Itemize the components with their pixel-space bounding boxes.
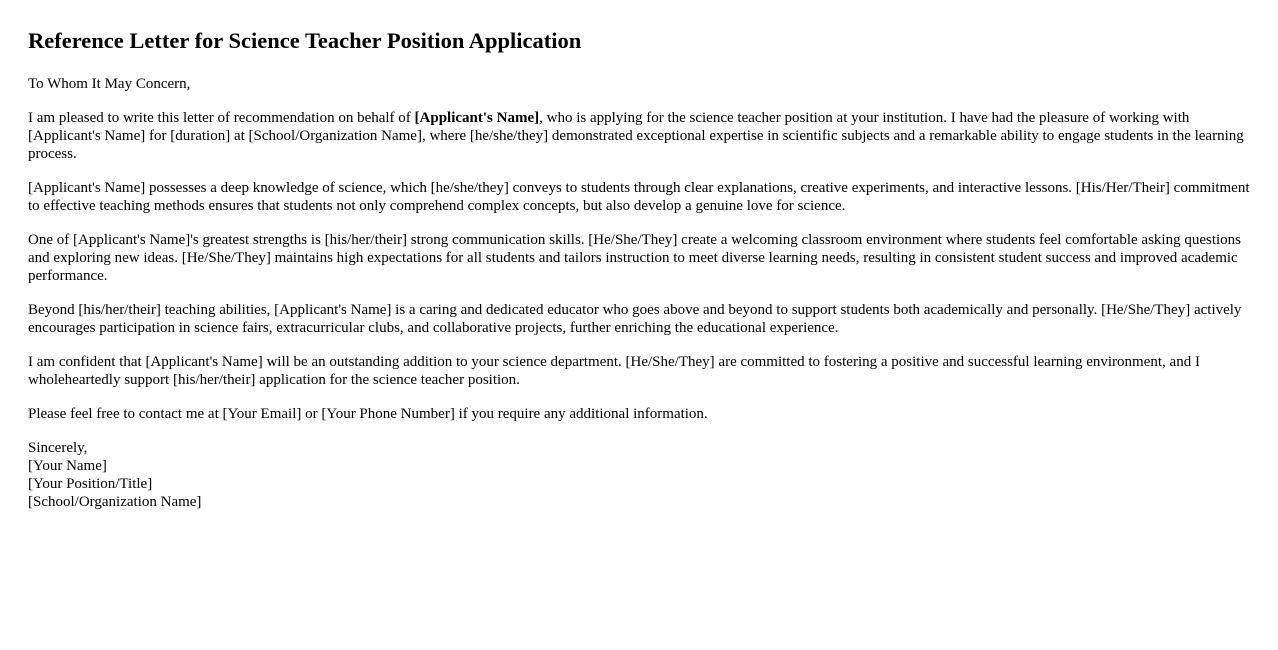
sign-off: Sincerely,	[28, 440, 88, 456]
paragraph-knowledge: [Applicant's Name] possesses a deep knowledge of science, which [he/she/they] conveys to students through clear explanations, creative experiments, and interactive lessons. [His/Her/Their] commitment to effective teaching methods ensures that students not only comprehend complex concepts, but also develop a genuine love for science.	[28, 180, 1250, 214]
intro-text-after: , who is applying for the science teacher position at your institution. I have had the pleasure of working with [Applicant's Name] for [duration] at [School/Organization Name], where [he/she/they] demonstrated exceptional expertise in scientific subjects and a remarkable ability to engage students in the learning process.	[28, 110, 1244, 162]
intro-text-before: I am pleased to write this letter of recommendation on behalf of	[28, 110, 415, 126]
signer-name: [Your Name]	[28, 458, 107, 474]
paragraph-dedication: Beyond [his/her/their] teaching abilities, [Applicant's Name] is a caring and dedicated educator who goes above and beyond to support students both academically and personally. [He/She/They] actively encourages participation in science fairs, extracurricular clubs, and collaborative projects, further enriching the educational experience.	[28, 302, 1242, 336]
paragraph-introduction	[28, 109, 1252, 163]
applicant-name-bold: [Applicant's Name]	[414, 110, 540, 126]
paragraph-confidence: I am confident that [Applicant's Name] will be an outstanding addition to your science department. [He/She/They] are committed to fostering a positive and successful learning environment, and I wholeheartedly support [his/her/their] application for the science teacher position.	[28, 354, 1200, 388]
letter-title: Reference Letter for Science Teacher Position Application	[28, 28, 582, 53]
signer-position: [Your Position/Title]	[28, 476, 153, 492]
reference-letter	[28, 0, 1252, 511]
signature-block	[28, 439, 1252, 511]
salutation: To Whom It May Concern,	[28, 76, 191, 92]
paragraph-contact: Please feel free to contact me at [Your Email] or [Your Phone Number] if you require any additional information.	[28, 406, 708, 422]
signer-organization: [School/Organization Name]	[28, 494, 202, 510]
paragraph-communication: One of [Applicant's Name]'s greatest strengths is [his/her/their] strong communication skills. [He/She/They] create a welcoming classroom environment where students feel comfortable asking questions and exploring new ideas. [He/She/They] maintains high expectations for all students and tailors instruction to meet diverse learning needs, resulting in consistent student success and improved academic performance.	[28, 232, 1241, 284]
